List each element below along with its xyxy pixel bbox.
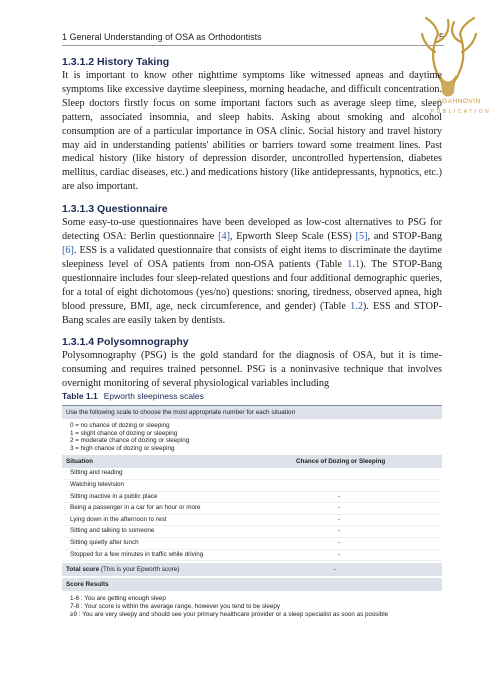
table-row: Sitting and reading — [62, 468, 442, 480]
column-header-situation: Situation — [66, 458, 93, 466]
header-rule — [62, 45, 444, 46]
table-row: Sitting quietly after lunch - — [62, 538, 442, 550]
table-row: Lying down in the afternoon to rest - — [62, 515, 442, 527]
logo-subtitle: PUBLICATION — [430, 109, 492, 115]
total-score-label: Total score — [66, 566, 100, 574]
table-label: Table 1.1 — [62, 391, 98, 401]
section-text-questionnaire: Some easy-to-use questionnaires have been developed as low-cost alternatives to PSG for detecting OSA: Berlin questionnaire [4], Epworth Sleep Scale (ESS) [5], and STOP-Bang [6]. ESS is a validated questionnaire that consists of eight items to discriminate the daytime sleepiness level of OSA patients from non-OSA patients (Table 1.1). The STOP-Bang questionnaire includes four sleep-related questions and four additional demographic queries, for a total of eight dichotomous (yes/no) questions: snoring, tiredness, observed apnea, high blood pressure, BMI, age, neck circumference, and gender) (Table 1.2). ESS and STOP-Bang scales are easily taken by dentists. — [62, 217, 442, 326]
epworth-table — [62, 405, 442, 651]
logo-name: AGAHNOVIN — [437, 98, 481, 105]
section-heading-psg: 1.3.1.4 Polysomnography — [62, 336, 189, 349]
section-text-psg: Polysomnography (PSG) is the gold standard for the diagnosis of OSA, but it is time-consuming and requires trained personnel. PSG is a noninvasive technique that involves overnight monitoring of several physiological variables including — [62, 350, 442, 390]
scale-item: 0 = no chance of dozing or sleeping — [70, 422, 170, 429]
score-result-item: ≥9 : You are very sleepy and should see your primary healthcare provider or a sleep specialist as soon as possible — [70, 611, 389, 619]
citation-link[interactable]: [5] — [355, 231, 368, 243]
table-caption — [62, 391, 204, 401]
scale-item: 2 = moderate chance of dozing or sleeping — [70, 437, 190, 445]
running-header — [62, 32, 444, 42]
scale-item: 1 = slight chance of dozing or sleeping — [70, 429, 178, 437]
section-heading-history: 1.3.1.2 History Taking — [62, 56, 170, 68]
table-title: Epworth sleepiness scales — [103, 391, 204, 401]
page-body — [62, 56, 442, 400]
total-score-row — [62, 563, 442, 576]
table-ref-link[interactable]: 1.2 — [350, 300, 363, 312]
total-score-note: (This is your Epworth score) — [99, 566, 180, 574]
table-row: Watching television — [62, 480, 442, 492]
column-header-chance: Chance of Dozing or Sleeping — [296, 458, 386, 466]
table-instruction: Use the following scale to choose the most appropriate number for each situation — [62, 406, 442, 419]
page-number: 5 — [438, 32, 444, 42]
section-text-history: It is important to know other nighttime symptoms like witnessed apneas and daytime symptoms like excessive daytime sleepiness, morning headache, and difficult concentration. Sleep doctors firstly focus on some important factors such as average sleep time, sleep pattern, associated insomnia, and sleep habits. Asking about smoking and alcohol consumption are of a particular importance in OSA clinic. Social history and travel history may aid in understanding patients' abilities or barriers toward some treatment lines. Past medical history (like history of depression disorder, uncontrolled hypertension, diabetes mellitus, cardiac diseases, etc.) and medications history (like antidepressants, hypnotics, etc.) are also important. — [62, 70, 442, 193]
table-header-row — [62, 455, 442, 468]
score-results-list — [62, 591, 442, 623]
table-row: Stopped for a few minutes in traffic while driving - — [62, 550, 442, 562]
score-result-item: 7-8 : Your score is within the average range, however you tend to be sleepy — [70, 603, 281, 611]
citation-link[interactable]: [6] — [62, 244, 74, 256]
score-results-heading: Score Results — [62, 578, 442, 591]
score-result-item: 1-6 : You are getting enough sleep — [70, 595, 166, 603]
table-ref-link[interactable]: 1.1 — [347, 258, 361, 270]
section-heading-questionnaire: 1.3.1.3 Questionnaire — [62, 203, 168, 216]
scale-legend — [62, 419, 442, 455]
table-row: Sitting and talking to someone - — [62, 526, 442, 538]
table-row: Being a passenger in a car for an hour or more - — [62, 503, 442, 515]
table-row: Sitting inactive in a public place - — [62, 492, 442, 504]
citation-link[interactable]: [4] — [218, 231, 230, 243]
scale-item: 3 = high chance of dozing or sleeping — [70, 444, 175, 452]
total-score-value: - — [334, 566, 337, 574]
chapter-title: 1 General Understanding of OSA as Orthodontists — [62, 32, 262, 42]
